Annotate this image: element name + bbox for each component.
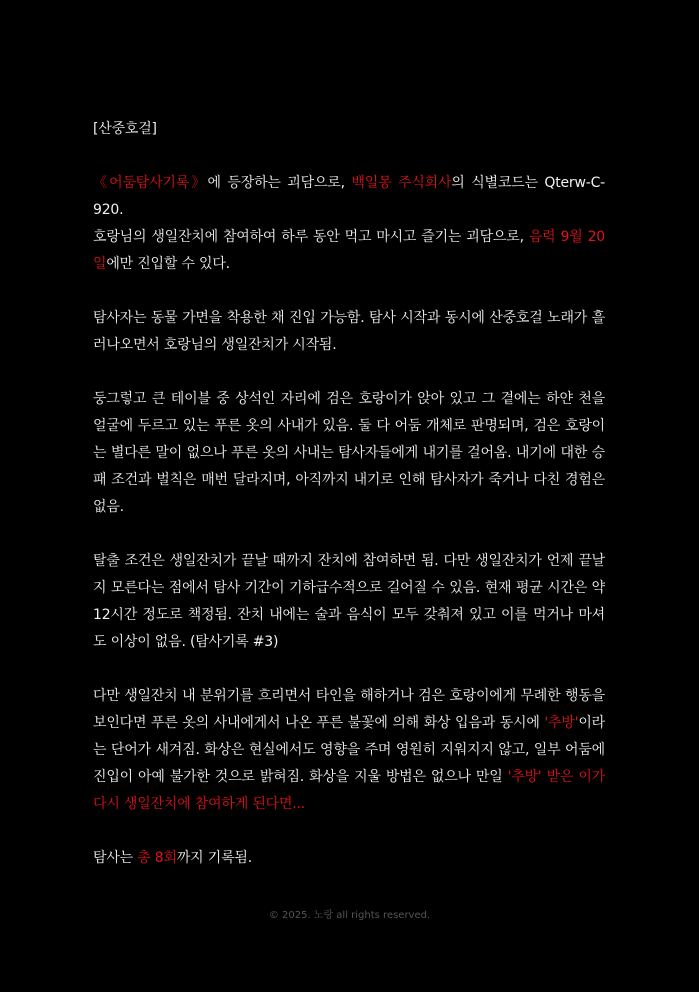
record-count-highlight: 총 8회 <box>137 850 177 866</box>
document-title: [산중호걸] <box>93 121 157 137</box>
paragraph-intro <box>93 170 605 278</box>
copyright-footer: © 2025. 노랑 all rights reserved. <box>268 910 431 921</box>
spacer <box>93 143 605 170</box>
paragraph-entry: 탐사자는 동물 가면을 착용한 채 진입 가능함. 탐사 시작과 동시에 산중호걸 노래가 흘러나오면서 호랑님의 생일잔치가 시작됨. <box>93 310 605 353</box>
exile-word-highlight: '추방' <box>544 715 579 731</box>
intro-text-2: 의 식별코드는 Qterw-C-920. <box>93 175 606 218</box>
paragraph-description: 둥그렇고 큰 테이블 중 상석인 자리에 검은 호랑이가 앉아 있고 그 곁에는 하얀 천을 얼굴에 두르고 있는 푸른 옷의 사내가 있음. 둘 다 어둠 개체로 판명되며, 검은 호랑이는 별다른 말이 없으나 푸른 옷의 사내는 탐사자들에게 내기를 걸어옴. 내기에 대한 승패 조건과 벌칙은 매번 달라지며, 아직까지 내기로 인해 탐사자가 죽거나 다친 경험은 없음. <box>93 391 605 515</box>
book-title-highlight: 《어둠탐사기록》 <box>93 175 208 191</box>
exile-warning-highlight: '추방' 받은 이가 다시 생일잔치에 참여하게 된다면... <box>93 769 605 812</box>
warning-text-1: 다만 생일잔치 내 분위기를 흐리면서 타인을 해하거나 검은 호랑이에게 무례한 행동을 보인다면 푸른 옷의 사내에게서 나온 푸른 불꽃에 의해 화상 입음과 동시에 <box>93 688 605 731</box>
intro-text-1: 에 등장하는 괴담으로, <box>207 175 352 191</box>
intro-text-4: 에만 진입할 수 있다. <box>106 256 230 272</box>
intro-text-3: 호랑님의 생일잔치에 참여하여 하루 동안 먹고 마시고 즐기는 괴담으로, <box>93 229 529 245</box>
spacer <box>93 818 605 845</box>
document-body <box>93 116 605 872</box>
warning-text-2: 이라는 단어가 새겨짐. 화상은 현실에서도 영향을 주며 영원히 지워지지 않고, 일부 어둠에 진입이 아예 불가한 것으로 밝혀짐. 화상을 지울 방법은 없으나 만일 <box>93 715 605 785</box>
spacer <box>93 359 605 386</box>
paragraph-record-count <box>93 845 605 872</box>
spacer <box>93 521 605 548</box>
spacer <box>93 656 605 683</box>
company-highlight: 백일몽 주식회사 <box>351 175 452 191</box>
record-text-1: 탐사는 <box>93 850 138 866</box>
paragraph-escape: 탈출 조건은 생일잔치가 끝날 때까지 잔치에 참여하면 됨. 다만 생일잔치가 언제 끝날지 모른다는 점에서 탐사 기간이 기하급수적으로 길어질 수 있음. 현재 평균 시간은 약 12시간 정도로 책정됨. 잔치 내에는 술과 음식이 모두 갖춰져 있고 이를 먹거나 마셔도 이상이 없음. (탐사기록 #3) <box>93 553 605 650</box>
paragraph-warning <box>93 683 605 818</box>
spacer <box>93 278 605 305</box>
date-highlight: 음력 9월 20일 <box>93 229 605 272</box>
record-text-2: 까지 기록됨. <box>176 850 252 866</box>
